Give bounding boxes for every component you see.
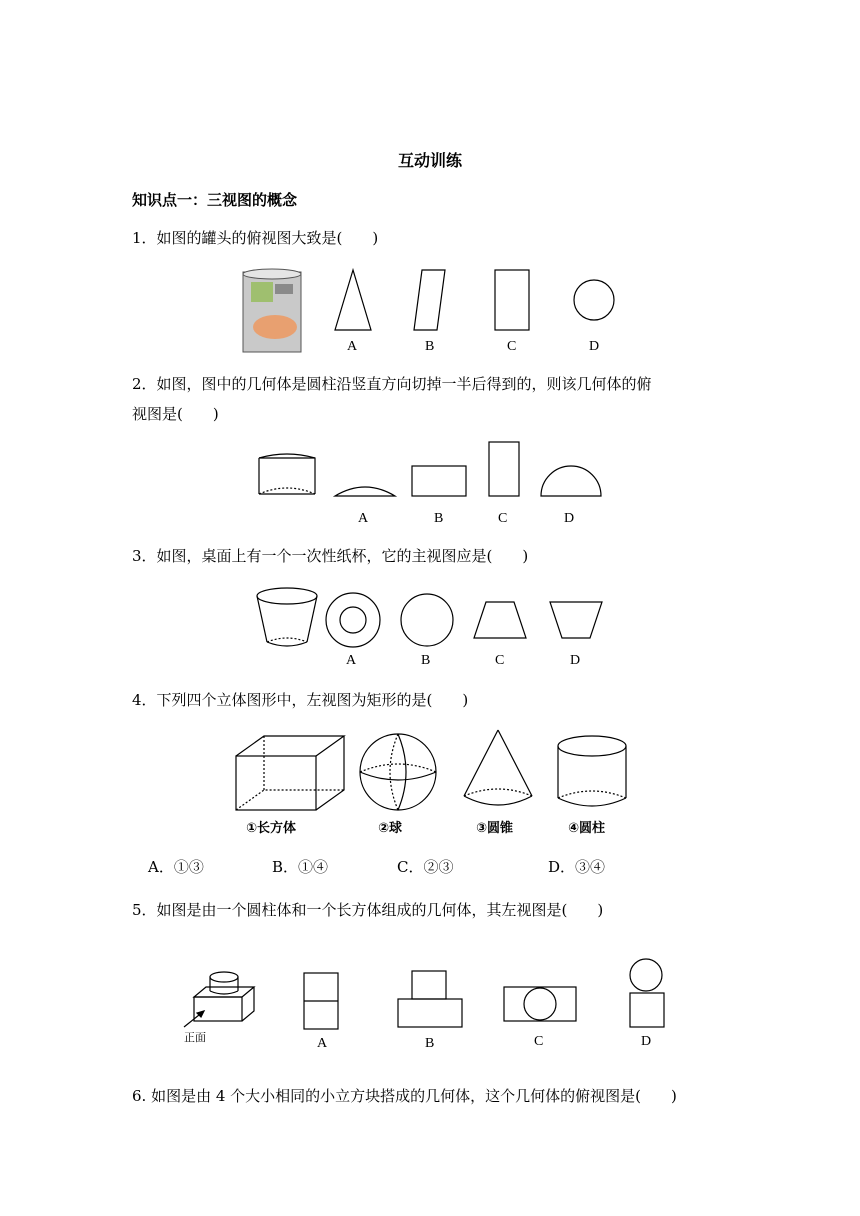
option-c-rect-circle: [504, 987, 576, 1021]
question-3-text: 3．如图，桌面上有一个一次性纸杯，它的主视图应是( ): [132, 547, 529, 565]
option-label: A: [347, 339, 358, 354]
question-1-figure: [235, 262, 635, 362]
option-c-rectangle: [495, 270, 529, 330]
option-label: B: [421, 653, 431, 668]
question-1-text: 1．如图的罐头的俯视图大致是( ): [132, 229, 379, 247]
option-c-trapezoid: [474, 602, 526, 638]
option-label: A: [317, 1036, 328, 1051]
option-a-ring-inner: [340, 607, 366, 633]
page-title: 互动训练: [397, 151, 462, 170]
option-label: B: [425, 339, 435, 354]
option-label: C: [495, 653, 505, 668]
paper-cup-icon: [257, 588, 317, 646]
cuboid-icon: [236, 736, 344, 810]
option-a-ring-outer: [326, 593, 380, 647]
option-d-inverted-trapezoid: [550, 602, 602, 638]
option-d-semicircle: [541, 466, 601, 496]
option-a-stacked-squares: [304, 973, 338, 1029]
option-label: D: [570, 653, 581, 668]
option-label: B: [425, 1036, 435, 1051]
combined-solid-icon: [184, 972, 254, 1027]
option-a-lens: [335, 487, 395, 496]
option-d: D．③④: [548, 858, 606, 876]
option-b: B．①④: [272, 858, 329, 876]
question-3-figure: [250, 584, 620, 670]
question-5-figure: [180, 955, 680, 1055]
option-label: D: [589, 339, 600, 354]
front-label: 正面: [184, 1031, 206, 1044]
option-c-tall-rectangle: [489, 442, 519, 496]
question-4-text: 4．下列四个立体图形中，左视图为矩形的是( ): [132, 691, 469, 709]
shape-label: ①长方体: [246, 821, 297, 836]
option-label: C: [507, 339, 517, 354]
section-heading: 知识点一：三视图的概念: [132, 191, 298, 209]
shape-label: ②球: [378, 821, 403, 836]
option-label: C: [498, 511, 508, 526]
option-label: A: [358, 511, 369, 526]
question-5-text: 5．如图是由一个圆柱体和一个长方体组成的几何体，其左视图是( ): [132, 901, 604, 919]
sphere-icon: [360, 734, 436, 810]
option-b-step-shape: [398, 971, 462, 1027]
option-d-circle-square: [630, 959, 664, 1027]
question-2-figure: [255, 438, 615, 528]
question-2-text-line1: 2．如图，图中的几何体是圆柱沿竖直方向切掉一半后得到的，则该几何体的俯: [132, 375, 652, 393]
option-a-triangle: [335, 270, 371, 330]
cone-icon: [464, 730, 532, 805]
option-label: C: [534, 1034, 544, 1049]
shape-label: ③圆锥: [476, 821, 514, 836]
question-4-figure: [230, 726, 640, 846]
option-b-parallelogram: [414, 270, 445, 330]
can-photo-icon: [243, 269, 301, 352]
question-2-text-line2: 视图是( ): [132, 405, 219, 423]
option-label: D: [641, 1034, 652, 1049]
option-label: B: [434, 511, 444, 526]
half-cylinder-icon: [259, 454, 315, 494]
option-label: A: [346, 653, 357, 668]
option-d-circle: [574, 280, 614, 320]
shape-label: ④圆柱: [568, 821, 606, 836]
question-6-text: 6. 如图是由 4 个大小相同的小立方块搭成的几何体，这个几何体的俯视图是( ): [132, 1087, 677, 1105]
option-b-rectangle: [412, 466, 466, 496]
option-b-circle: [401, 594, 453, 646]
option-label: D: [564, 511, 575, 526]
option-c: C．②③: [397, 858, 454, 876]
cylinder-icon: [558, 736, 626, 806]
option-a: A．①③: [148, 858, 204, 876]
